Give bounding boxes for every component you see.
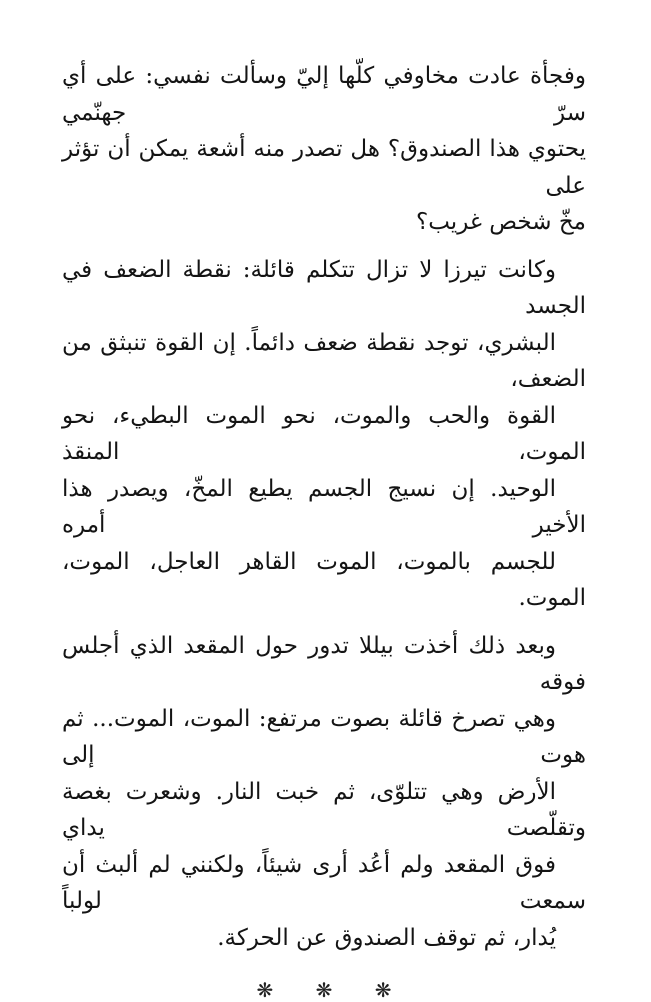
text-line: البشري، توجد نقطة ضعف دائماً. إن القوة تنبثق من الضعف، <box>62 329 586 392</box>
text-line: الوحيد. إن نسيج الجسم يطيع المخّ، ويصدر هذا الأخير أمره <box>62 475 586 538</box>
paragraph-1 <box>62 58 586 241</box>
text-line: للجسم بالموت، الموت القاهر العاجل، الموت، الموت. <box>62 548 586 611</box>
text-line: وبعد ذلك أخذت بيللا تدور حول المقعد الذي أجلس فوقه <box>62 632 586 695</box>
paragraph-3 <box>62 628 586 957</box>
text-line: فوق المقعد ولم أعُد أرى شيئاً، ولكنني لم ألبث أن سمعت لولباً <box>62 851 586 914</box>
text-line: وكانت تيرزا لا تزال تتكلم قائلة: نقطة الضعف في الجسد <box>62 256 586 319</box>
text-line: يُدار، ثم توقف الصندوق عن الحركة. <box>217 924 556 951</box>
text-line: وهي تصرخ قائلة بصوت مرتفع: الموت، الموت... ثم هوت إلى <box>62 705 586 768</box>
text-line: الأرض وهي تتلوّى، ثم خبت النار. وشعرت بغصة وتقلّصت يداي <box>62 778 586 841</box>
section-separator: ❋ ❋ ❋ <box>256 978 410 1002</box>
paragraph-2 <box>62 252 586 617</box>
text-line: مخّ شخص غريب؟ <box>416 209 586 235</box>
text-line: يحتوي هذا الصندوق؟ هل تصدر منه أشعة يمكن أن تؤثر على <box>62 136 586 199</box>
book-page <box>62 58 586 1002</box>
text-line: وفجأة عادت مخاوفي كلّها إليّ وسألت نفسي: على أي سرّ جهنّمي <box>62 63 586 126</box>
text-line: القوة والحب والموت، نحو الموت البطيء، نحو الموت، المنقذ <box>62 402 586 465</box>
